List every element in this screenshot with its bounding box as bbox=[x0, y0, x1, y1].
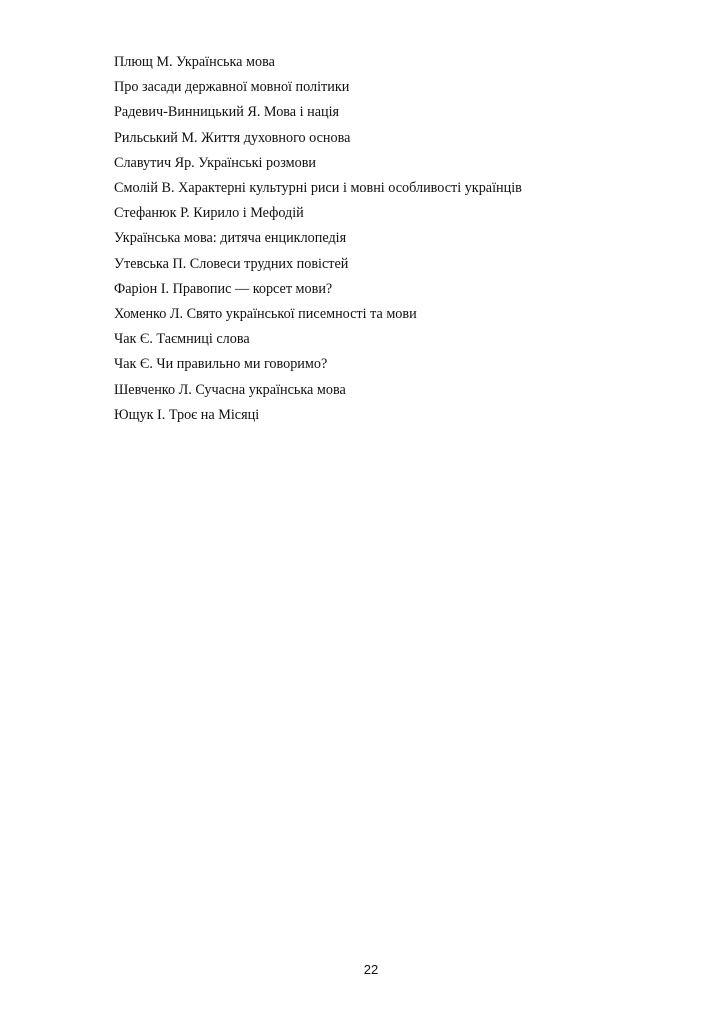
list-item: Чак Є. Чи правильно ми говоримо? bbox=[114, 356, 328, 373]
list-item: Утевська П. Словеси трудних повістей bbox=[114, 255, 349, 272]
list-item: Рильський М. Життя духовного основа bbox=[114, 129, 351, 146]
list-item: Стефанюк Р. Кирило і Мефодій bbox=[114, 205, 304, 222]
list-item: Фаріон І. Правопис — корсет мови? bbox=[114, 280, 333, 297]
list-item: Чак Є. Таємниці слова bbox=[114, 331, 250, 348]
list-item: Радевич-Винницький Я. Мова і нація bbox=[114, 104, 340, 121]
list-item: Ющук І. Троє на Місяці bbox=[114, 406, 260, 423]
reference-list bbox=[114, 50, 522, 428]
page-number: 22 bbox=[363, 962, 379, 977]
list-item: Смолій В. Характерні культурні риси і мовні особливості українців bbox=[114, 180, 522, 197]
list-item: Славутич Яр. Українські розмови bbox=[114, 154, 316, 171]
list-item: Хоменко Л. Свято української писемності та мови bbox=[114, 306, 417, 323]
list-item: Плющ М. Українська мова bbox=[114, 54, 275, 70]
list-item: Українська мова: дитяча енциклопедія bbox=[114, 230, 347, 247]
list-item: Про засади державної мовної політики bbox=[114, 79, 350, 96]
list-item: Шевченко Л. Сучасна українська мова bbox=[114, 381, 346, 398]
